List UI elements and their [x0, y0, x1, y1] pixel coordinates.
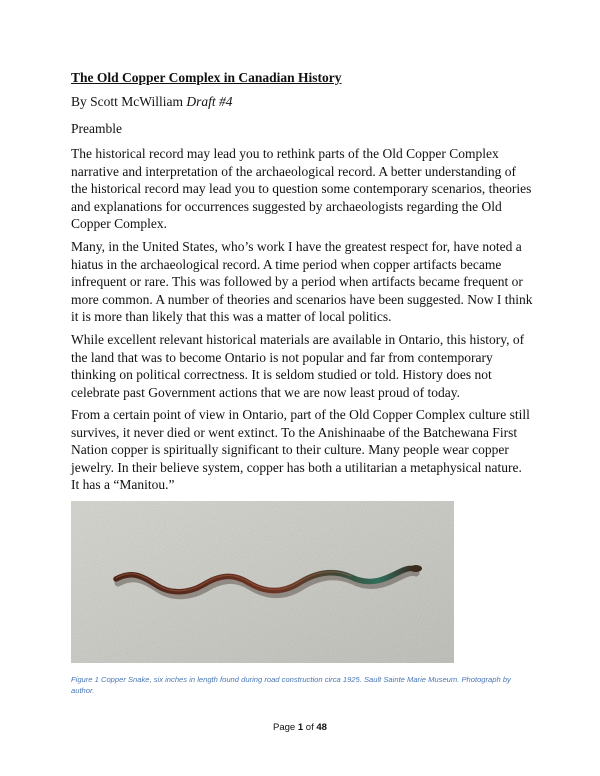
paragraph: Many, in the United States, who’s work I have the greatest respect for, have noted a hiatus in the archaeological record. A time period when copper artifacts became infrequent or rare. This was followed by a period when artifacts became frequent or more common. A number of theories and scenarios have been suggested. Now I think it is more than likely that this was a matter of local politics.: [71, 239, 533, 325]
section-heading: Preamble: [71, 121, 122, 136]
paragraph: The historical record may lead you to rethink parts of the Old Copper Complex narrative and interpretation of the archaeological record. A better understanding of the historical record may lead you to question some contemporary scenarios, theories and explanations for occurrences suggested by archaeologists regarding the Old Copper Complex.: [71, 146, 532, 232]
byline: [71, 94, 232, 110]
draft-label: Draft #4: [186, 94, 233, 109]
page-number: 1: [297, 722, 304, 733]
paragraph: From a certain point of view in Ontario, part of the Old Copper Complex culture still survives, it never died or went extinct. To the Anishinaabe of the Batchewana First Nation copper is spiritually significant to their culture. Many people wear copper jewelry. In their believe system, copper has both a utilitarian a metaphysical nature. It has a “Manitou.”: [71, 407, 530, 493]
figure-caption: Figure 1 Copper Snake, six inches in length found during road construction circa 1925. Sault Sainte Marie Museum. Photograph by author.: [71, 675, 511, 695]
document-title: The Old Copper Complex in Canadian History: [71, 70, 342, 85]
copper-snake-photo: [71, 501, 454, 663]
author: By Scott McWilliam: [71, 94, 183, 109]
page-total: 48: [316, 722, 327, 733]
page-footer: [0, 722, 600, 733]
page-label: Page: [273, 722, 296, 733]
page-of: of: [305, 722, 314, 733]
paragraph: While excellent relevant historical materials are available in Ontario, this history, of the land that was to become Ontario is not popular and far from contemporary thinking on political correctness. It is seldom studied or told. History does not celebrate past Government actions that we are now least proud of today.: [71, 332, 525, 400]
snake-head: [410, 565, 422, 572]
